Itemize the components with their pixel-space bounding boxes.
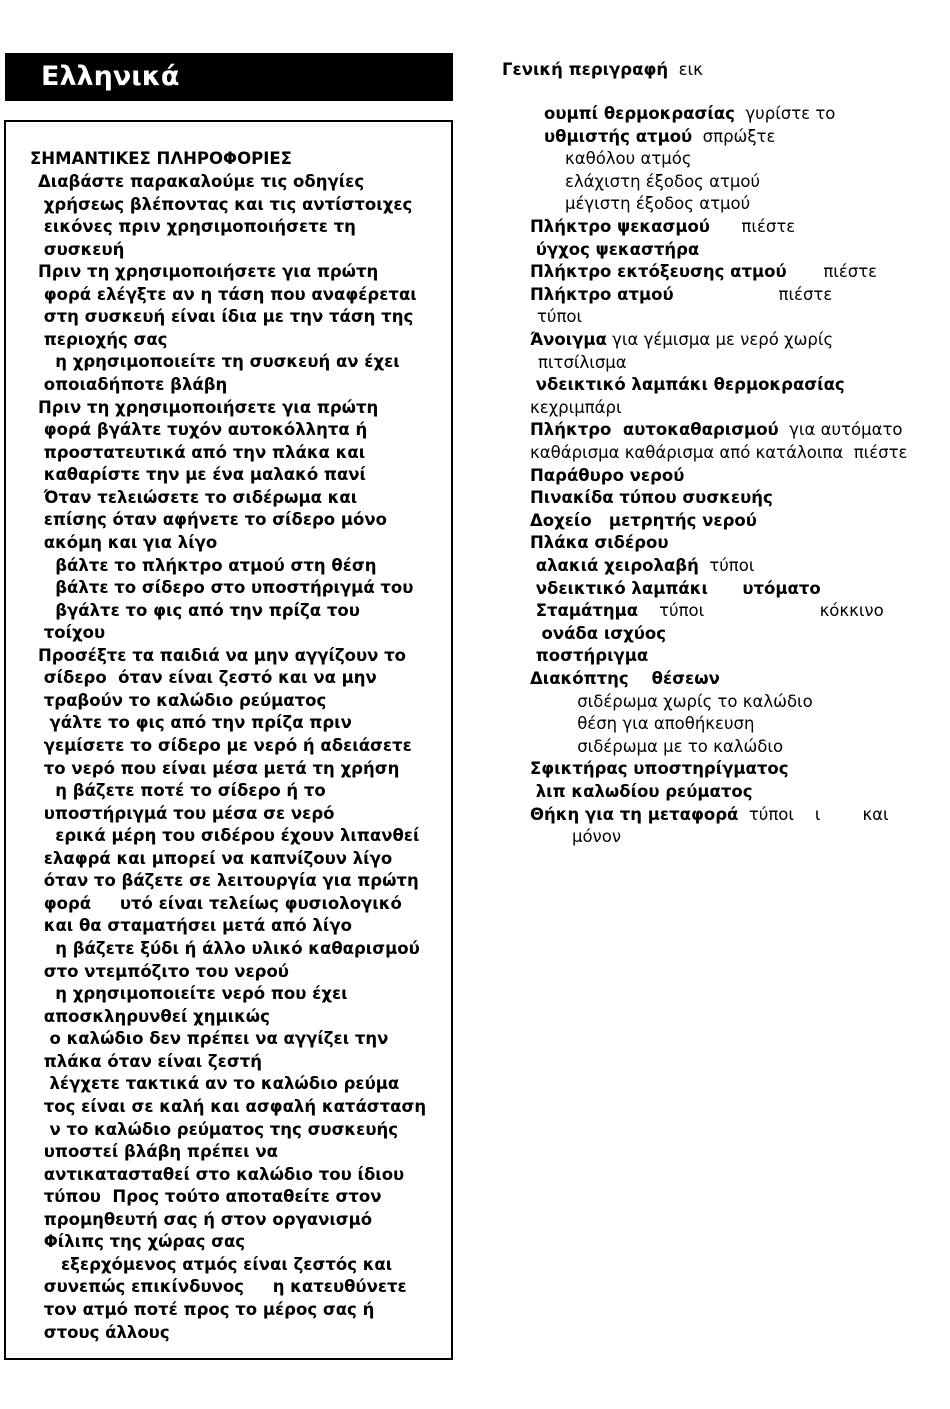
important-info-line: φορά βγάλτε τυχόν αυτοκόλλητα ή <box>38 420 368 440</box>
description-item-label: νδεικτικό λαμπάκι υτόματο <box>530 578 821 598</box>
important-info-line: αποσκληρυνθεί χημικώς <box>38 1006 270 1026</box>
description-item-label: ποστήριγμα <box>530 646 649 666</box>
description-item <box>530 239 699 261</box>
general-description-title <box>502 59 703 81</box>
important-info-line: Πριν τη χρησιμοποιήσετε για πρώτη <box>38 262 379 282</box>
description-item <box>530 532 668 554</box>
description-item-label: Δοχείο μετρητής νερού <box>530 510 757 530</box>
important-info-line: φορά υτό είναι τελείως φυσιολογικό <box>38 893 402 913</box>
description-item <box>538 352 627 374</box>
important-info-heading: ΣΗΜΑΝΤΙΚΕΣ ΠΛΗΡΟΦΟΡΙΕΣ <box>30 149 292 168</box>
description-item-label: Πλήκτρο αυτοκαθαρισμού <box>530 420 779 440</box>
description-item-label: Πλήκτρο ατμού <box>530 284 674 304</box>
important-info-line: ο καλώδιο δεν πρέπει να αγγίζει την <box>38 1029 389 1049</box>
important-info-line: ακόμη και για λίγο <box>38 532 218 552</box>
description-item-text: σιδέρωμα με το καλώδιο <box>530 736 784 756</box>
description-item-text: τύποι <box>698 556 755 575</box>
important-info-line: Πριν τη χρησιμοποιήσετε για πρώτη <box>38 397 379 417</box>
important-info-line: ελαφρά και μπορεί να καπνίζουν λίγο <box>38 848 393 868</box>
important-info-line: λέγχετε τακτικά αν το καλώδιο ρεύμα <box>38 1074 400 1094</box>
important-info-line: βάλτε το σίδερο στο υποστήριγμά του <box>38 578 414 598</box>
description-item <box>530 397 622 419</box>
description-item <box>530 781 753 803</box>
important-info-line: η βάζετε ποτέ το σίδερο ή το <box>38 781 326 801</box>
description-item-text: πιέστε <box>673 284 833 304</box>
important-info-line: τύπου Προς τούτο αποταθείτε στον <box>38 1187 382 1207</box>
important-info-line: Διαβάστε παρακαλούμε τις οδηγίες <box>38 172 365 191</box>
important-info-line: περιοχής σας <box>38 329 168 349</box>
important-info-line: ερικά μέρη του σιδέρου έχουν λιπανθεί <box>38 826 420 846</box>
description-item-label: λιπ καλωδίου ρεύματος <box>530 782 753 801</box>
description-item <box>530 600 884 622</box>
description-item-label: Θήκη για τη μεταφορά <box>530 804 739 824</box>
description-item-label: Παράθυρο νερού <box>530 465 685 485</box>
important-info-line: σίδερο όταν είναι ζεστό και να μην <box>38 668 377 688</box>
description-item <box>530 804 889 826</box>
important-info-line: φορά ελέγξτε αν η τάση που αναφέρεται <box>38 284 417 304</box>
description-item-text: σιδέρωμα χωρίς το καλώδιο <box>530 691 813 711</box>
description-item <box>544 126 775 148</box>
description-item-label: Πλήκτρο ψεκασμού <box>530 217 710 236</box>
important-info-line: προστατευτικά από την πλάκα και <box>38 442 366 462</box>
general-description-title-bold: Γενική περιγραφή <box>502 60 669 79</box>
description-item-label: Πινακίδα τύπου συσκευής <box>530 488 773 508</box>
important-info-line: και θα σταματήσει μετά από λίγο <box>38 916 352 936</box>
important-info-line: συνεπώς επικίνδυνος η κατευθύνετε <box>38 1277 407 1297</box>
important-info-line: το νερό που είναι μέσα μετά τη χρήση <box>38 758 400 778</box>
description-item-text: καθόλου ατμός <box>565 149 692 169</box>
description-item-label: ύγχος ψεκαστήρα <box>530 239 700 259</box>
important-info-line: γεμίσετε το σίδερο με νερό ή αδειάσετε <box>38 736 412 755</box>
description-item <box>530 419 903 441</box>
description-item-label: ουμπί θερμοκρασίας <box>544 104 735 123</box>
description-item-text: κεχριμπάρι <box>530 397 622 417</box>
important-info-line: όταν το βάζετε σε λειτουργία για πρώτη <box>38 871 419 891</box>
description-item-text: πιέστε <box>709 217 796 236</box>
important-info-line: η βάζετε ξύδι ή άλλο υλικό καθαρισμού <box>38 939 420 959</box>
description-item <box>530 736 783 758</box>
important-info-line: οποιαδήποτε βλάβη <box>38 375 228 395</box>
description-item-label: Σφικτήρας υποστηρίγματος <box>530 759 789 779</box>
description-item <box>530 284 832 306</box>
description-item-label: υθμιστής ατμού <box>544 126 693 146</box>
description-item <box>530 826 621 848</box>
description-item <box>530 487 773 509</box>
important-info-line: τραβούν το καλώδιο ρεύματος <box>38 690 327 710</box>
description-item-text: μέγιστη έξοδος ατμού <box>565 194 751 214</box>
description-item <box>530 465 684 487</box>
description-item <box>530 691 813 713</box>
description-item <box>530 668 720 690</box>
description-item-text: για γέμισμα με νερό χωρίς <box>606 330 834 349</box>
important-info-line: αντικατασταθεί στο καλώδιο του ίδιου <box>38 1164 405 1184</box>
description-item <box>530 442 907 464</box>
description-item-label: Διακόπτης θέσεων <box>530 669 720 688</box>
language-title: Ελληνικά <box>41 61 180 92</box>
important-info-line: Όταν τελειώσετε το σιδέρωμα και <box>38 487 358 507</box>
description-item-label: Πλάκα σιδέρου <box>530 533 669 553</box>
important-info-line: στους άλλους <box>38 1322 170 1342</box>
description-item <box>530 623 666 645</box>
description-item-text: γυρίστε το <box>734 104 836 123</box>
description-item <box>530 329 833 351</box>
important-info-line: τοίχου <box>38 623 106 643</box>
important-info-line: καθαρίστε την με ένα μαλακό πανί <box>38 465 366 485</box>
important-info-line: Φίλιπς της χώρας σας <box>38 1232 246 1252</box>
description-item-text: τύποι κόκκινο <box>638 601 884 621</box>
description-item-label: Σταμάτημα <box>530 601 639 621</box>
important-info-line: υποστήριγμά του μέσα σε νερό <box>38 803 335 823</box>
important-info-line: η χρησιμοποιείτε νερό που έχει <box>38 984 348 1004</box>
important-info-line: προμηθευτή σας ή στον οργανισμό <box>38 1209 373 1229</box>
description-item-label: Πλήκτρο εκτόξευσης ατμού <box>530 262 787 282</box>
description-item-text: σπρώξτε <box>692 126 776 146</box>
description-item-text: τύποι <box>537 307 583 327</box>
important-info-line: υποστεί βλάβη πρέπει να <box>38 1142 278 1162</box>
description-item <box>537 306 582 328</box>
description-item <box>530 645 648 667</box>
description-item <box>530 510 757 532</box>
description-item <box>544 103 835 125</box>
description-item-text: πιέστε <box>786 262 878 282</box>
important-info-line: στο ντεμπόζιτο του νερού <box>38 961 289 981</box>
description-item <box>530 758 789 780</box>
description-item-text: μόνον <box>530 827 622 847</box>
important-info-line: εικόνες πριν χρησιμοποιήσετε τη <box>38 217 356 237</box>
description-item-label: αλακιά χειρολαβή <box>530 556 699 575</box>
description-item <box>565 193 750 215</box>
important-info-line: γάλτε το φις από την πρίζα πριν <box>38 713 352 733</box>
language-header <box>5 53 453 101</box>
description-item-text: πιτσίλισμα <box>538 352 627 372</box>
description-item-label: νδεικτικό λαμπάκι θερμοκρασίας <box>530 375 845 395</box>
important-info-line: χρήσεως βλέποντας και τις αντίστοιχες <box>38 194 413 214</box>
description-item-text: ελάχιστη έξοδος ατμού <box>565 171 761 191</box>
description-item <box>565 148 692 170</box>
description-item <box>530 374 845 396</box>
general-description-title-ref: εικ <box>678 60 703 79</box>
important-info-line: συσκευή <box>38 239 125 259</box>
important-info-line: επίσης όταν αφήνετε το σίδερο μόνο <box>38 510 387 530</box>
important-info-line: βάλτε το πλήκτρο ατμού στη θέση <box>38 555 377 575</box>
description-item <box>565 171 760 193</box>
important-info-line: βγάλτε το φις από την πρίζα του <box>38 600 360 620</box>
important-info-line: η χρησιμοποιείτε τη συσκευή αν έχει <box>38 352 400 372</box>
description-item <box>530 216 795 238</box>
important-info-line: τον ατμό ποτέ προς το μέρος σας ή <box>38 1300 375 1319</box>
important-info-line: εξερχόμενος ατμός είναι ζεστός και <box>38 1254 393 1274</box>
description-item <box>530 578 821 600</box>
important-info-line: στη συσκευή είναι ίδια με την τάση της <box>38 307 414 327</box>
important-info-line: ν το καλώδιο ρεύματος της συσκευής <box>38 1119 398 1139</box>
important-info-line: Προσέξτε τα παιδιά να μην αγγίζουν το <box>38 645 406 665</box>
description-item-label: ονάδα ισχύος <box>530 623 666 643</box>
description-item-text: θέση για αποθήκευση <box>530 714 755 734</box>
description-item <box>530 261 877 283</box>
description-item-label: Άνοιγμα <box>530 330 607 349</box>
description-item <box>530 555 754 577</box>
description-item-text: τύποι ι και <box>738 804 889 824</box>
important-info-line: τος είναι σε καλή και ασφαλή κατάσταση <box>38 1096 427 1116</box>
description-item <box>530 713 754 735</box>
important-info-line: πλάκα όταν είναι ζεστή <box>38 1051 262 1071</box>
description-item-text: καθάρισμα καθάρισμα από κατάλοιπα πιέστε <box>530 443 908 462</box>
description-item-text: για αυτόματο <box>778 420 903 440</box>
